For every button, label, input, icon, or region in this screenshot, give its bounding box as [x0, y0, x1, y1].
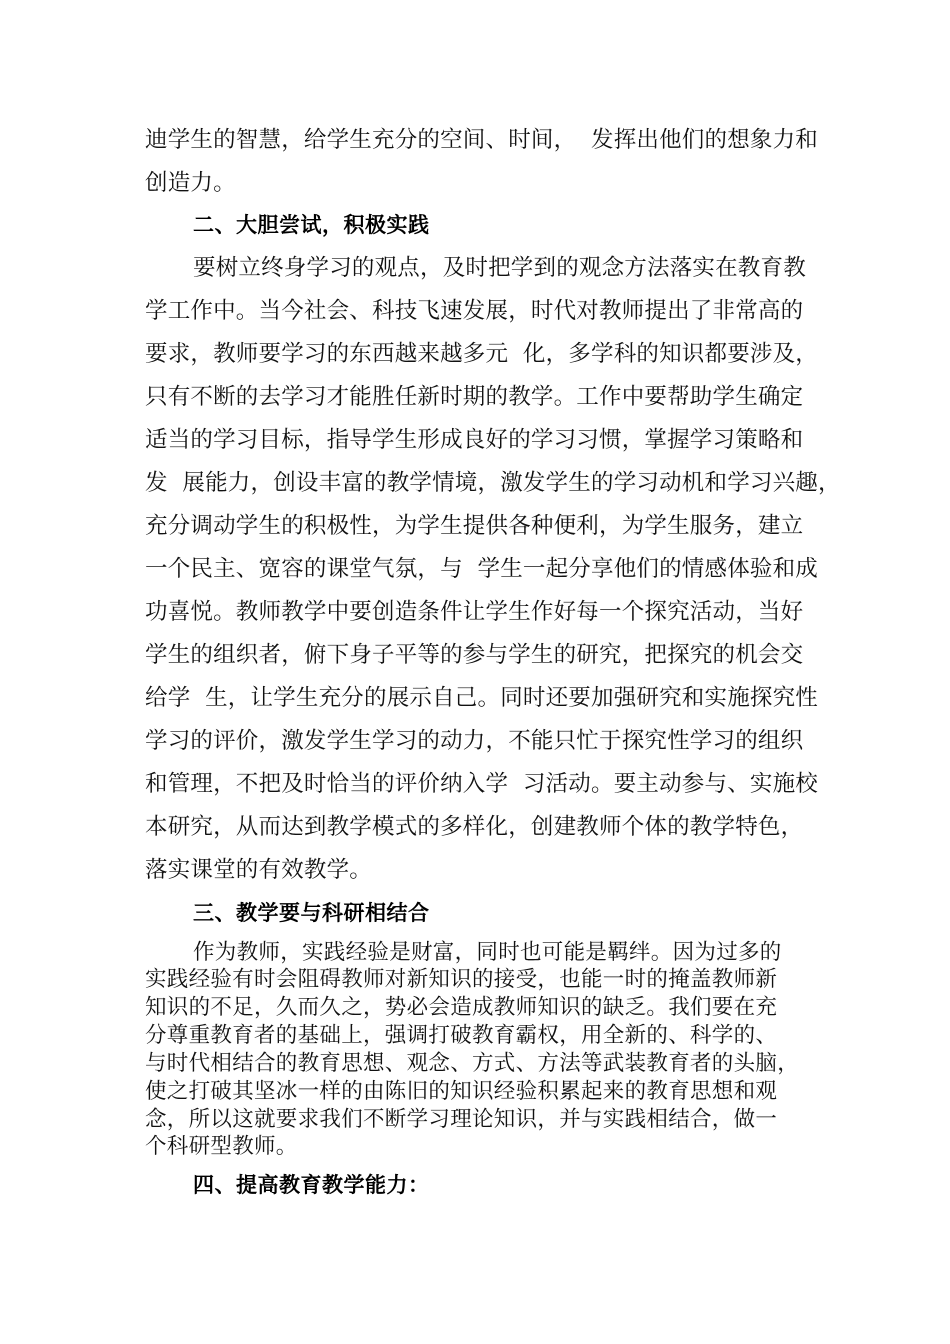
paragraph-line: 和管理，不把及时恰当的评价纳入学 习活动。要主动参与、实施校 [145, 771, 819, 797]
paragraph-line: 落实课堂的有效教学。 [145, 857, 373, 883]
paragraph-line: 发 展能力，创设丰富的教学情境，激发学生的学习动机和学习兴趣， [145, 470, 841, 496]
paragraph-line: 作为教师，实践经验是财富，同时也可能是羁绊。因为过多的 [193, 940, 782, 965]
section-heading-4: 四、提高教育教学能力： [193, 1173, 430, 1197]
paragraph-line: 功喜悦。教师教学中要创造条件让学生作好每一个探究活动，当好 [145, 599, 804, 625]
paragraph-line: 使之打破其坚冰一样的由陈旧的知识经验积累起来的教育思想和观 [145, 1079, 778, 1104]
paragraph-line: 念，所以这就要求我们不断学习理论知识，并与实践相结合，做一 [145, 1107, 778, 1132]
paragraph-line: 分尊重教育者的基础上，强调打破教育霸权，用全新的、科学的、 [145, 1023, 778, 1048]
paragraph-line: 迪学生的智慧，给学生充分的空间、时间， 发挥出他们的想象力和 [145, 127, 819, 153]
paragraph-line: 充分调动学生的积极性，为学生提供各种便利，为学生服务，建立 [145, 513, 804, 539]
section-heading-2: 二、大胆尝试，积极实践 [193, 213, 430, 237]
paragraph-line: 学生的组织者，俯下身子平等的参与学生的研究，把探究的机会交 [145, 642, 804, 668]
paragraph-line: 知识的不足，久而久之，势必会造成教师知识的缺乏。我们要在充 [145, 995, 778, 1020]
paragraph-line: 创造力。 [145, 170, 236, 196]
paragraph-line: 与时代相结合的教育思想、观念、方式、方法等武装教育者的头脑， [145, 1051, 800, 1076]
paragraph-line: 个科研型教师。 [145, 1134, 298, 1159]
paragraph-line: 本研究，从而达到教学模式的多样化，创建教师个体的教学特色， [145, 814, 804, 840]
paragraph-line: 要求，教师要学习的东西越来越多元 化，多学科的知识都要涉及， [145, 341, 819, 367]
paragraph-line: 学习的评价，激发学生学习的动力，不能只忙于探究性学习的组织 [145, 728, 804, 754]
section-heading-3: 三、教学要与科研相结合 [193, 901, 430, 925]
paragraph-line: 适当的学习目标，指导学生形成良好的学习习惯，掌握学习策略和 [145, 427, 804, 453]
paragraph-line: 要树立终身学习的观点，及时把学到的观念方法落实在教育教 [193, 255, 806, 281]
paragraph-line: 只有不断的去学习才能胜任新时期的教学。工作中要帮助学生确定 [145, 384, 804, 410]
paragraph-line: 给学 生，让学生充分的展示自己。同时还要加强研究和实施探究性 [145, 685, 819, 711]
paragraph-line: 学工作中。当今社会、科技飞速发展，时代对教师提出了非常高的 [145, 298, 804, 324]
paragraph-line: 实践经验有时会阻碍教师对新知识的接受，也能一时的掩盖教师新 [145, 967, 778, 992]
paragraph-line: 一个民主、宽容的课堂气氛，与 学生一起分享他们的情感体验和成 [145, 556, 819, 582]
